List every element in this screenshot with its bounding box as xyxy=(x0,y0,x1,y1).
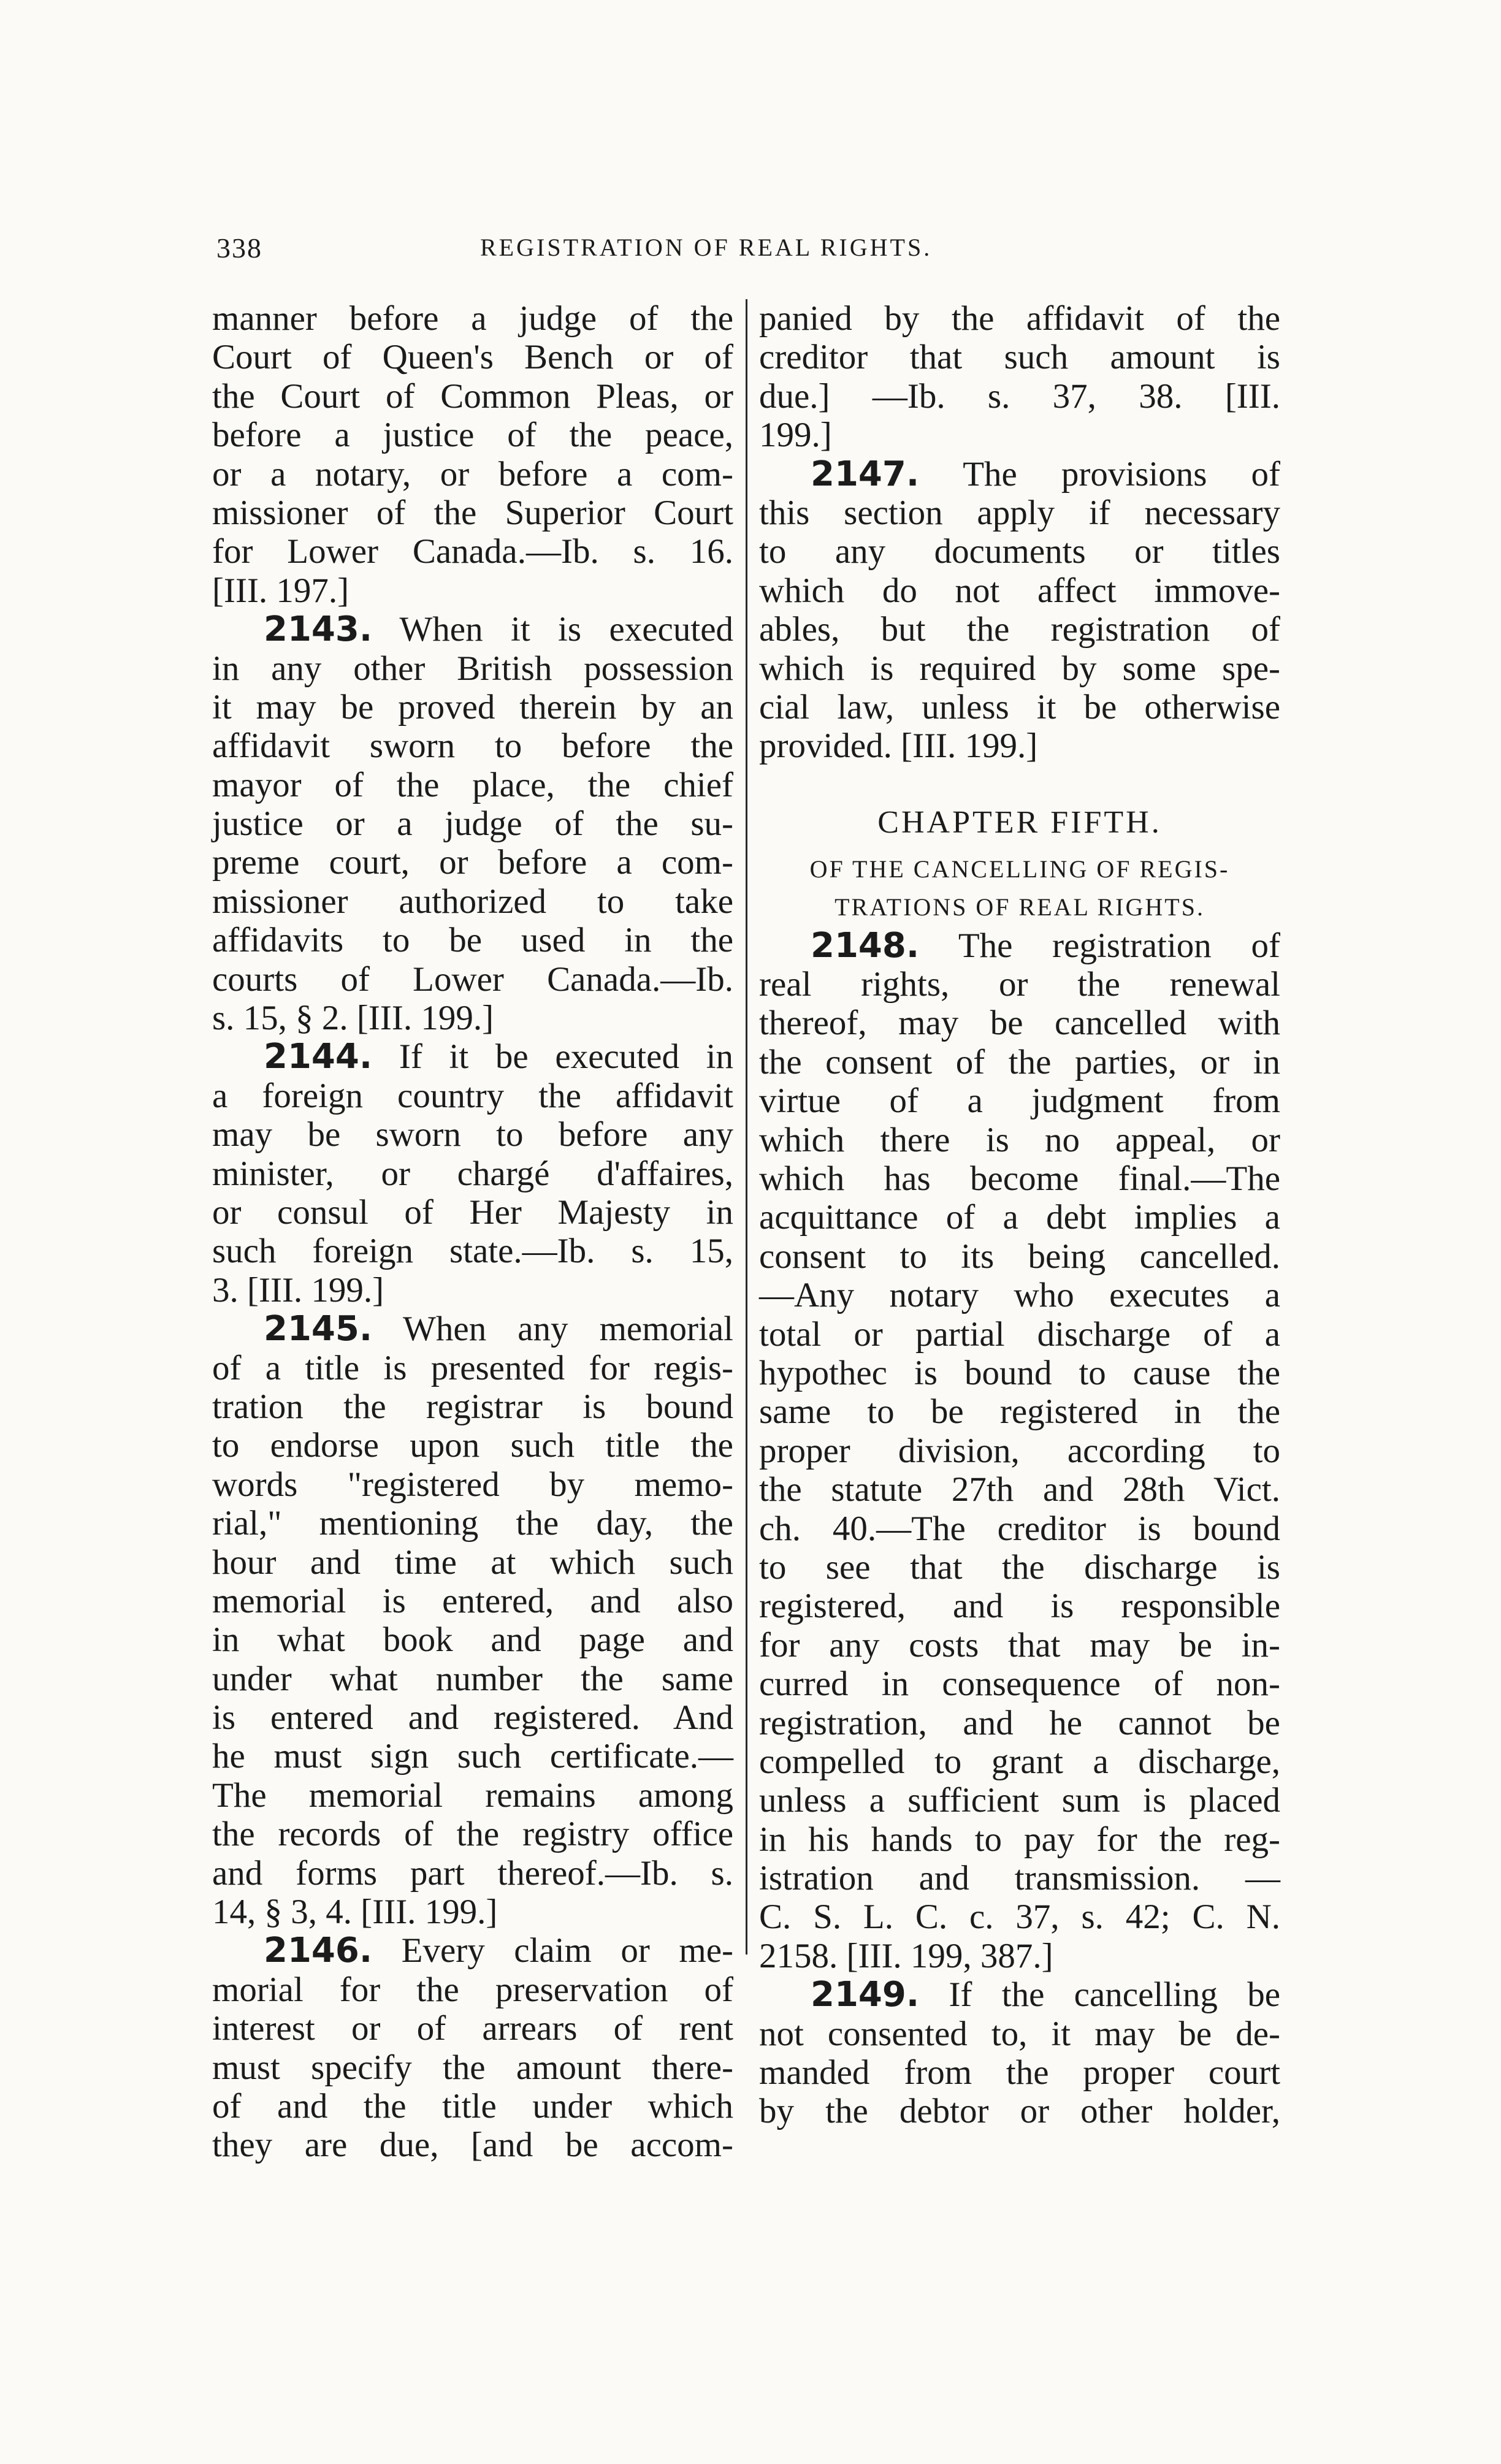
section-start-line xyxy=(212,1931,733,1970)
line-text: same to be registered in the xyxy=(759,1392,1280,1432)
line-text: not consented to, it may be de- xyxy=(759,2014,1280,2053)
text-line xyxy=(759,299,1280,338)
text-line xyxy=(212,1620,733,1659)
line-text: which is required by some spe- xyxy=(759,649,1280,688)
text-line xyxy=(212,2087,733,2126)
section-start-line xyxy=(212,610,733,649)
line-text: or consul of Her Majesty in xyxy=(212,1192,733,1232)
line-text: 3. [III. 199.] xyxy=(212,1270,384,1310)
text-line xyxy=(759,2015,1280,2053)
text-line xyxy=(212,1893,733,1931)
line-text: justice or a judge of the su- xyxy=(212,804,733,844)
text-line xyxy=(759,1043,1280,1081)
line-text: for Lower Canada.—Ib. s. 16. xyxy=(212,532,733,571)
line-text: manded from the proper court xyxy=(759,2053,1280,2092)
line-text: words "registered by memo- xyxy=(212,1465,733,1504)
text-line xyxy=(212,766,733,804)
line-text: compelled to grant a discharge, xyxy=(759,1742,1280,1781)
text-line xyxy=(212,1154,733,1193)
line-text: a foreign country the affidavit xyxy=(212,1076,733,1115)
text-line xyxy=(759,532,1280,571)
text-line xyxy=(759,1432,1280,1470)
line-text: and forms part thereof.—Ib. s. xyxy=(212,1853,733,1893)
line-text: of and the title under which xyxy=(212,2086,733,2126)
text-line xyxy=(212,2009,733,2048)
line-text: hour and time at which such xyxy=(212,1543,733,1582)
section-number: 2148. xyxy=(811,925,920,966)
line-text: ch. 40.—The creditor is bound xyxy=(759,1509,1280,1548)
line-text: panied by the affidavit of the xyxy=(759,299,1280,338)
line-text: 199.] xyxy=(759,416,832,455)
section-start-line xyxy=(212,1310,733,1348)
text-line xyxy=(212,1271,733,1310)
section-number: 2147. xyxy=(811,454,920,494)
text-line xyxy=(212,1426,733,1465)
line-text: 14, § 3, 4. [III. 199.] xyxy=(212,1893,498,1932)
line-text: must specify the amount there- xyxy=(212,2048,733,2087)
line-text: rial," mentioning the day, the xyxy=(212,1504,733,1543)
line-text: which do not affect immove- xyxy=(759,571,1280,610)
line-text: courts of Lower Canada.—Ib. xyxy=(212,959,733,999)
line-text: of a title is presented for regis- xyxy=(212,1348,733,1387)
line-text: registered, and is responsible xyxy=(759,1587,1280,1626)
text-line xyxy=(212,1232,733,1270)
line-text: thereof, may be cancelled with xyxy=(759,1004,1280,1043)
text-line xyxy=(759,416,1280,454)
line-text: If it be executed in xyxy=(372,1037,733,1077)
text-line xyxy=(759,727,1280,765)
text-line xyxy=(212,532,733,571)
text-line xyxy=(212,1698,733,1737)
line-text: minister, or chargé d'affaires, xyxy=(212,1154,733,1193)
text-line xyxy=(212,804,733,843)
text-line xyxy=(759,1470,1280,1509)
line-text: for any costs that may be in- xyxy=(759,1625,1280,1665)
text-line xyxy=(212,999,733,1037)
right-column-top xyxy=(759,299,1280,766)
text-line xyxy=(759,649,1280,688)
line-text: the statute 27th and 28th Vict. xyxy=(759,1470,1280,1509)
text-line xyxy=(759,1859,1280,1898)
chapter-subtitle-line-1: OF THE CANCELLING OF REGIS- xyxy=(809,855,1230,883)
text-line xyxy=(759,1392,1280,1431)
text-line xyxy=(759,1587,1280,1625)
line-text: 2158. [III. 199, 387.] xyxy=(759,1936,1053,1975)
line-text: missioner of the Superior Court xyxy=(212,493,733,532)
text-line xyxy=(759,571,1280,610)
line-text: Every claim or me- xyxy=(372,1931,733,1970)
line-text: When it is executed xyxy=(372,610,733,649)
line-text: in his hands to pay for the reg- xyxy=(759,1820,1280,1859)
text-line xyxy=(212,1582,733,1620)
text-line xyxy=(212,2126,733,2164)
text-line xyxy=(759,377,1280,416)
chapter-title: CHAPTER FIFTH. xyxy=(877,804,1162,840)
text-line xyxy=(759,1781,1280,1820)
line-text: [III. 197.] xyxy=(212,571,349,610)
line-text: manner before a judge of the xyxy=(212,299,733,338)
page-number: 338 xyxy=(216,232,262,264)
chapter-subtitle-line-2: TRATIONS OF REAL RIGHTS. xyxy=(835,893,1205,921)
line-text: mayor of the place, the chief xyxy=(212,765,733,804)
left-column xyxy=(212,299,733,2165)
line-text: The registration of xyxy=(919,926,1280,965)
line-text: the consent of the parties, or in xyxy=(759,1042,1280,1081)
text-line xyxy=(759,688,1280,727)
text-line xyxy=(212,1660,733,1698)
line-text: before a justice of the peace, xyxy=(212,416,733,455)
text-line xyxy=(759,1898,1280,1936)
text-line xyxy=(759,1937,1280,1975)
text-line xyxy=(759,1509,1280,1548)
line-text: acquittance of a debt implies a xyxy=(759,1198,1280,1237)
line-text: curred in consequence of non- xyxy=(759,1665,1280,1704)
text-line xyxy=(212,649,733,688)
text-line xyxy=(759,1237,1280,1276)
text-line xyxy=(759,1276,1280,1314)
text-line xyxy=(212,688,733,727)
text-line xyxy=(212,882,733,921)
text-line xyxy=(212,1465,733,1504)
text-line xyxy=(759,1159,1280,1198)
line-text: such foreign state.—Ib. s. 15, xyxy=(212,1232,733,1271)
line-text: If the cancelling be xyxy=(919,1975,1280,2015)
text-line xyxy=(759,338,1280,376)
line-text: preme court, or before a com- xyxy=(212,843,733,882)
text-line xyxy=(212,2048,733,2087)
text-line xyxy=(212,1815,733,1853)
line-text: to any documents or titles xyxy=(759,532,1280,571)
text-line xyxy=(759,1315,1280,1354)
line-text: —Any notary who executes a xyxy=(759,1276,1280,1315)
right-column-bottom xyxy=(759,926,1280,2131)
line-text: by the debtor or other holder, xyxy=(759,2092,1280,2131)
line-text: registration, and he cannot be xyxy=(759,1703,1280,1742)
text-line xyxy=(759,1004,1280,1042)
text-line xyxy=(212,494,733,532)
line-text: consent to its being cancelled. xyxy=(759,1237,1280,1276)
text-line xyxy=(212,1737,733,1776)
section-start-line xyxy=(759,1975,1280,2014)
line-text: cial law, unless it be otherwise xyxy=(759,687,1280,727)
line-text: istration and transmission. — xyxy=(759,1859,1280,1898)
text-line xyxy=(759,1665,1280,1703)
line-text: When any memorial xyxy=(372,1310,733,1349)
line-text: unless a sufficient sum is placed xyxy=(759,1781,1280,1820)
text-line xyxy=(759,965,1280,1004)
line-text: memorial is entered, and also xyxy=(212,1581,733,1620)
line-text: s. 15, § 2. [III. 199.] xyxy=(212,999,494,1038)
running-title: REGISTRATION OF REAL RIGHTS. xyxy=(480,234,933,261)
line-text: affidavits to be used in the xyxy=(212,921,733,960)
line-text: C. S. L. C. c. 37, s. 42; C. N. xyxy=(759,1898,1280,1937)
text-line xyxy=(759,494,1280,532)
line-text: affidavit sworn to before the xyxy=(212,727,733,766)
line-text: The memorial remains among xyxy=(212,1776,733,1815)
section-number: 2146. xyxy=(264,1931,373,1971)
text-line xyxy=(212,1387,733,1426)
text-line xyxy=(212,1543,733,1582)
line-text: they are due, [and be accom- xyxy=(212,2126,733,2165)
text-line xyxy=(212,416,733,454)
line-text: due.] —Ib. s. 37, 38. [III. xyxy=(759,376,1280,416)
line-text: tration the registrar is bound xyxy=(212,1387,733,1426)
line-text: the records of the registry office xyxy=(212,1815,733,1854)
text-line xyxy=(212,1504,733,1543)
text-line xyxy=(759,1354,1280,1392)
text-line xyxy=(212,921,733,959)
right-column xyxy=(759,299,1280,2131)
section-number: 2143. xyxy=(264,609,373,650)
text-line xyxy=(212,1193,733,1232)
line-text: missioner authorized to take xyxy=(212,882,733,921)
text-line xyxy=(759,1704,1280,1742)
line-text: Court of Queen's Bench or of xyxy=(212,338,733,377)
column-rule xyxy=(746,299,747,1955)
section-number: 2144. xyxy=(264,1037,373,1077)
line-text: proper division, according to xyxy=(759,1431,1280,1470)
line-text: the Court of Common Pleas, or xyxy=(212,376,733,416)
text-line xyxy=(759,2053,1280,2092)
line-text: in what book and page and xyxy=(212,1620,733,1660)
section-number: 2149. xyxy=(811,1975,920,2015)
line-text: it may be proved therein by an xyxy=(212,687,733,727)
line-text: The provisions of xyxy=(919,454,1280,494)
text-line xyxy=(212,299,733,338)
text-line xyxy=(212,1854,733,1893)
line-text: may be sworn to before any xyxy=(212,1115,733,1154)
text-line xyxy=(212,571,733,610)
line-text: is entered and registered. And xyxy=(212,1698,733,1737)
text-line xyxy=(212,960,733,999)
text-line xyxy=(759,610,1280,649)
text-line xyxy=(759,1820,1280,1859)
line-text: real rights, or the renewal xyxy=(759,965,1280,1004)
text-line xyxy=(212,1776,733,1815)
line-text: which has become final.—The xyxy=(759,1159,1280,1199)
page-header xyxy=(216,226,1283,275)
line-text: provided. [III. 199.] xyxy=(759,727,1038,766)
line-text: creditor that such amount is xyxy=(759,338,1280,377)
line-text: total or partial discharge of a xyxy=(759,1314,1280,1354)
text-line xyxy=(759,1121,1280,1159)
text-line xyxy=(759,1626,1280,1665)
line-text: which there is no appeal, or xyxy=(759,1120,1280,1159)
line-text: to endorse upon such title the xyxy=(212,1426,733,1465)
text-line xyxy=(759,1548,1280,1587)
text-line xyxy=(212,1349,733,1387)
text-line xyxy=(212,843,733,882)
line-text: ables, but the registration of xyxy=(759,610,1280,649)
text-line xyxy=(759,1742,1280,1781)
line-text: virtue of a judgment from xyxy=(759,1081,1280,1121)
line-text: in any other British possession xyxy=(212,649,733,688)
line-text: this section apply if necessary xyxy=(759,493,1280,532)
text-line xyxy=(212,377,733,416)
text-line xyxy=(759,1198,1280,1237)
text-line xyxy=(759,1081,1280,1120)
section-start-line xyxy=(759,926,1280,965)
text-line xyxy=(212,1115,733,1154)
section-start-line xyxy=(212,1037,733,1076)
line-text: morial for the preservation of xyxy=(212,1970,733,2009)
text-line xyxy=(759,2092,1280,2130)
text-line xyxy=(212,1970,733,2009)
line-text: or a notary, or before a com- xyxy=(212,454,733,494)
text-line xyxy=(212,727,733,765)
section-number: 2145. xyxy=(264,1309,373,1349)
text-line xyxy=(212,455,733,494)
line-text: under what number the same xyxy=(212,1659,733,1698)
line-text: hypothec is bound to cause the xyxy=(759,1353,1280,1392)
text-line xyxy=(212,1077,733,1115)
line-text: interest or of arrears of rent xyxy=(212,2009,733,2048)
text-line xyxy=(212,338,733,376)
section-start-line xyxy=(759,455,1280,494)
line-text: to see that the discharge is xyxy=(759,1547,1280,1587)
line-text: he must sign such certificate.— xyxy=(212,1737,733,1776)
